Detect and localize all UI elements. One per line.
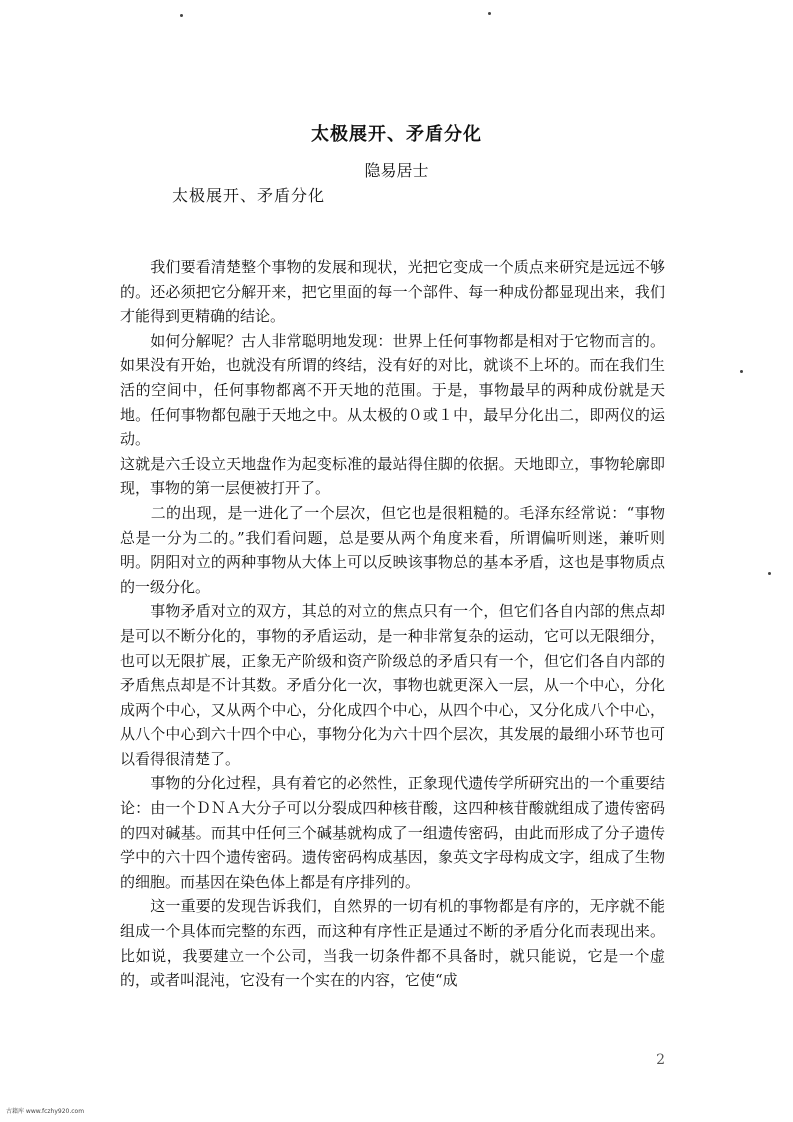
document-title: 太极展开、矛盾分化 xyxy=(311,124,482,145)
paragraph: 这一重要的发现告诉我们，自然界的一切有机的事物都是有序的，无序就不能组成一个具体而完整的东西，而这种有序性正是通过不断的矛盾分化而表现出来。比如说，我要建立一个公司，当我一切条件都不具备时，就只能说，它是一个虚的，或者叫混沌，它没有一个实在的内容，它使“成 xyxy=(120,897,665,990)
paragraph: 事物的分化过程，具有着它的必然性，正象现代遗传学所研究出的一个重要结论：由一个ＤＮＡ大分子可以分裂成四种核苷酸，这四种核苷酸就组成了遗传密码的四对碱基。而其中任何三个碱基就构成了一组遗传密码，由此而形成了分子遗传学中的六十四个遗传密码。遗传密码构成基因，象英文字母构成文字，组成了生物的细胞。而基因在染色体上都是有序排列的。 xyxy=(120,774,665,891)
body-text xyxy=(120,255,665,993)
scan-speck xyxy=(768,572,771,575)
scan-speck xyxy=(180,14,183,17)
paragraph: 事物矛盾对立的双方，其总的对立的焦点只有一个，但它们各自内部的焦点却是可以不断分化的，事物的矛盾运动，是一种非常复杂的运动，它可以无限细分，也可以无限扩展，正象无产阶级和资产阶级总的矛盾只有一个，但它们各自内部的矛盾焦点却是不计其数。矛盾分化一次，事物也就更深入一层，从一个中心，分化成两个中心，又从两个中心，分化成四个中心，从四个中心，又分化成八个中心，从八个中心到六十四个中心，事物分化为六十四个层次，其发展的最细小环节也可以看得很清楚了。 xyxy=(120,602,665,768)
document-subtitle: 太极展开、矛盾分化 xyxy=(172,186,326,205)
author-name: 隐易居士 xyxy=(364,161,429,180)
paragraph: 二的出现，是一进化了一个层次，但它也是很粗糙的。毛泽东经常说：“事物总是一分为二的。”我们看问题，总是要从两个角度来看，所谓偏听则迷，兼听则明。阴阳对立的两种事物从大体上可以反映该事物总的基本矛盾，这也是事物质点的一级分化。 xyxy=(120,503,665,596)
page-number: 2 xyxy=(656,1052,665,1068)
footer-watermark: 古籍库 www.fczhy920.com xyxy=(6,1108,85,1115)
scan-speck xyxy=(740,370,743,373)
scan-speck xyxy=(488,12,491,15)
paragraph: 这就是六壬设立天地盘作为起变标准的最站得住脚的依据。天地即立，事物轮廓即现，事物的第一层便被打开了。 xyxy=(120,454,665,498)
paragraph: 如何分解呢？古人非常聪明地发现：世界上任何事物都是相对于它物而言的。如果没有开始，也就没有所谓的终结，没有好的对比，就谈不上坏的。而在我们生活的空间中，任何事物都离不开天地的范围。于是，事物最早的两种成份就是天地。任何事物都包融于天地之中。从太极的０或１中，最早分化出二，即两仪的运动。 xyxy=(120,331,665,449)
paragraph: 我们要看清楚整个事物的发展和现状，光把它变成一个质点来研究是远远不够的。还必须把它分解开来，把它里面的每一个部件、每一种成份都显现出来，我们才能得到更精确的结论。 xyxy=(120,258,665,326)
